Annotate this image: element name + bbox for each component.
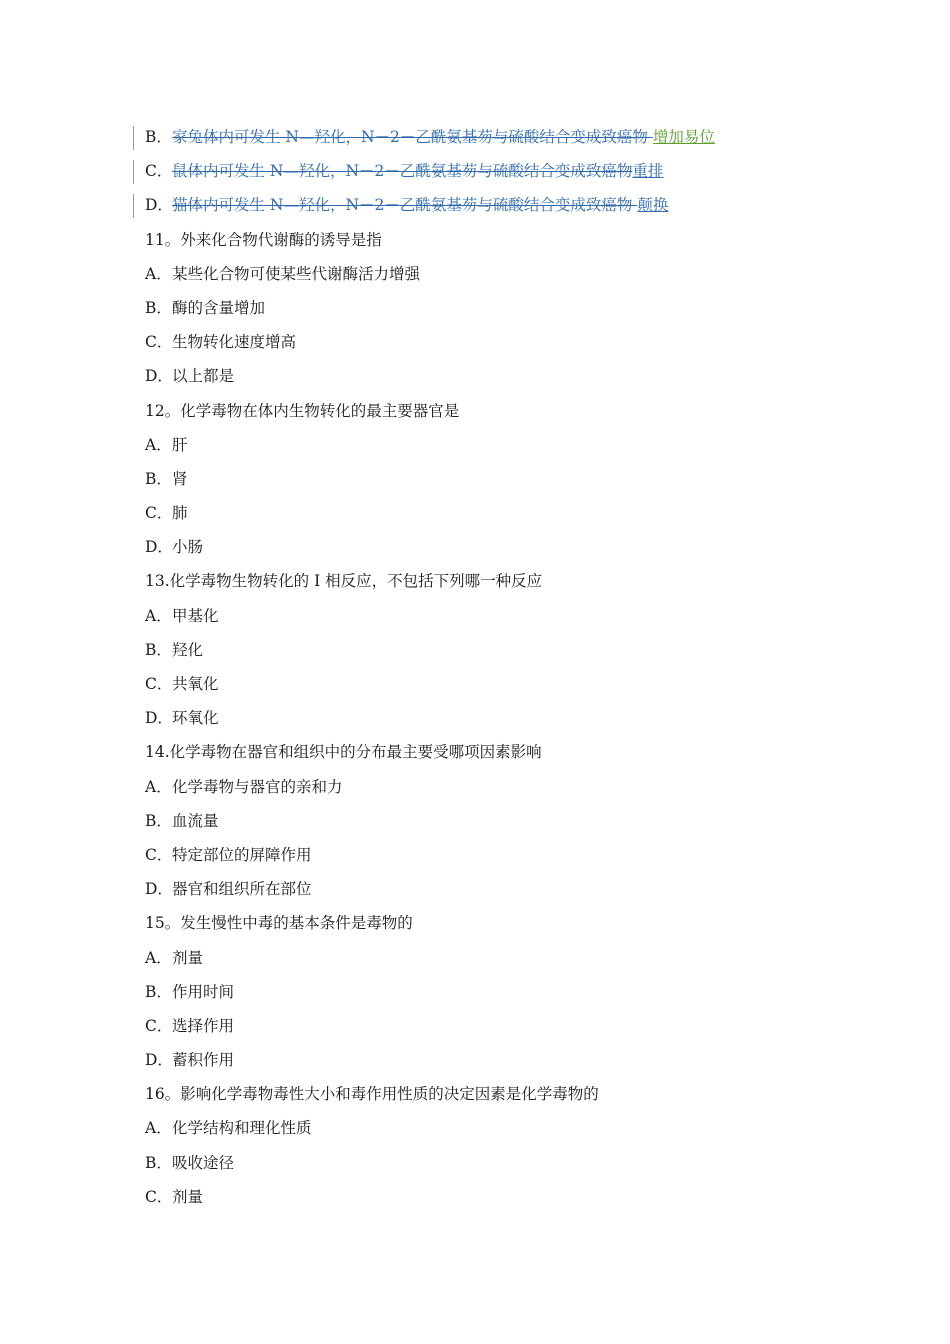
option-b bbox=[145, 977, 845, 1011]
option-label: C． bbox=[145, 845, 173, 864]
option-text: 共氧化 bbox=[172, 675, 219, 693]
option-text: 酶的含量增加 bbox=[172, 298, 266, 317]
option-text: 剂量 bbox=[172, 1187, 204, 1206]
deleted-text: 家兔体内可发生 N—羟化，N－2－乙酰氨基芴与硫酸结合变成致癌物 bbox=[172, 128, 653, 146]
option-a bbox=[145, 772, 845, 806]
inserted-text: 增加易位 bbox=[652, 128, 715, 146]
question-16 bbox=[145, 1079, 845, 1113]
option-b bbox=[145, 806, 845, 840]
question-text: 发生慢性中毒的基本条件是毒物的 bbox=[180, 914, 413, 933]
question-14 bbox=[145, 737, 845, 771]
question-15 bbox=[145, 908, 845, 942]
tracked-option-c bbox=[145, 156, 845, 190]
option-label: B． bbox=[145, 128, 172, 146]
option-b bbox=[145, 1148, 845, 1182]
deleted-text: 鼠体内可发生 N—羟化，N－2－乙酰氨基芴与硫酸结合变成致癌物 bbox=[172, 162, 633, 181]
tracked-option-d bbox=[145, 190, 845, 224]
deleted-text: 猫体内可发生 N—羟化，N－2－乙酰氨基芴与硫酸结合变成致癌物 bbox=[172, 196, 638, 215]
option-label: D． bbox=[145, 196, 173, 215]
option-c bbox=[145, 1182, 845, 1216]
question-13 bbox=[145, 566, 845, 600]
option-a bbox=[145, 1113, 845, 1147]
option-label: B． bbox=[145, 811, 172, 830]
option-d bbox=[145, 874, 845, 908]
option-label: C． bbox=[145, 333, 173, 352]
question-number: 12。 bbox=[145, 401, 181, 420]
option-text: 肝 bbox=[172, 435, 188, 454]
option-text: 甲基化 bbox=[172, 606, 219, 625]
question-number: 15。 bbox=[145, 914, 181, 933]
option-text: 肾 bbox=[172, 469, 188, 488]
question-12 bbox=[145, 396, 845, 430]
option-text: 肺 bbox=[172, 504, 188, 523]
option-c bbox=[145, 498, 845, 532]
question-text: 化学毒物生物转化的 I 相反应，不包括下列哪一种反应 bbox=[169, 572, 543, 591]
option-a bbox=[145, 259, 845, 293]
question-number: 14. bbox=[145, 743, 170, 762]
option-c bbox=[145, 669, 845, 703]
option-a bbox=[145, 601, 845, 635]
option-label: D． bbox=[145, 880, 173, 899]
option-b bbox=[145, 635, 845, 669]
option-label: A． bbox=[145, 435, 172, 454]
question-text: 化学毒物在体内生物转化的最主要器官是 bbox=[180, 401, 460, 420]
option-d bbox=[145, 1045, 845, 1079]
option-label: D． bbox=[145, 1051, 173, 1070]
option-text: 特定部位的屏障作用 bbox=[172, 845, 312, 864]
option-c bbox=[145, 840, 845, 874]
option-label: A． bbox=[145, 777, 172, 796]
option-label: B． bbox=[145, 1153, 172, 1172]
option-text: 蓄积作用 bbox=[172, 1051, 235, 1070]
option-label: C． bbox=[145, 162, 173, 181]
question-number: 16。 bbox=[145, 1085, 181, 1104]
option-text: 作用时间 bbox=[172, 982, 235, 1001]
question-text: 外来化合物代谢酶的诱导是指 bbox=[180, 230, 382, 249]
option-text: 化学结构和理化性质 bbox=[172, 1119, 312, 1138]
option-text: 环氧化 bbox=[172, 709, 219, 728]
inserted-text: 颠换 bbox=[637, 196, 669, 215]
option-d bbox=[145, 703, 845, 737]
tracked-option-b bbox=[145, 122, 845, 156]
option-text: 器官和组织所在部位 bbox=[172, 880, 312, 899]
option-d bbox=[145, 361, 845, 395]
option-label: A． bbox=[145, 948, 172, 967]
option-text: 化学毒物与器官的亲和力 bbox=[172, 777, 343, 796]
question-11 bbox=[145, 225, 845, 259]
option-label: A． bbox=[145, 264, 172, 283]
option-label: A． bbox=[145, 1119, 172, 1138]
option-text: 小肠 bbox=[172, 538, 204, 557]
option-text: 羟化 bbox=[172, 640, 204, 659]
option-label: D． bbox=[145, 709, 173, 728]
option-label: C． bbox=[145, 675, 173, 693]
option-text: 生物转化速度增高 bbox=[172, 333, 297, 352]
option-label: B． bbox=[145, 469, 172, 488]
option-label: C． bbox=[145, 504, 173, 523]
option-label: D． bbox=[145, 367, 173, 386]
option-b bbox=[145, 293, 845, 327]
option-b bbox=[145, 464, 845, 498]
inserted-text: 重排 bbox=[632, 162, 664, 181]
document-content bbox=[145, 122, 845, 1216]
option-a bbox=[145, 943, 845, 977]
question-number: 13. bbox=[145, 572, 170, 591]
option-text: 剂量 bbox=[172, 948, 204, 967]
option-label: B． bbox=[145, 640, 172, 659]
option-a bbox=[145, 430, 845, 464]
option-label: B． bbox=[145, 982, 172, 1001]
option-d bbox=[145, 532, 845, 566]
option-text: 以上都是 bbox=[172, 367, 235, 386]
option-label: D． bbox=[145, 538, 173, 557]
question-text: 化学毒物在器官和组织中的分布最主要受哪项因素影响 bbox=[169, 743, 542, 762]
option-c bbox=[145, 327, 845, 361]
question-number: 11。 bbox=[145, 230, 181, 249]
option-c bbox=[145, 1011, 845, 1045]
option-label: B． bbox=[145, 298, 172, 317]
option-label: C． bbox=[145, 1187, 173, 1206]
question-text: 影响化学毒物毒性大小和毒作用性质的决定因素是化学毒物的 bbox=[180, 1085, 599, 1104]
option-text: 血流量 bbox=[172, 811, 219, 830]
option-text: 选择作用 bbox=[172, 1016, 235, 1035]
option-label: C． bbox=[145, 1016, 173, 1035]
option-label: A． bbox=[145, 606, 172, 625]
option-text: 吸收途径 bbox=[172, 1153, 235, 1172]
option-text: 某些化合物可使某些代谢酶活力增强 bbox=[172, 264, 421, 283]
